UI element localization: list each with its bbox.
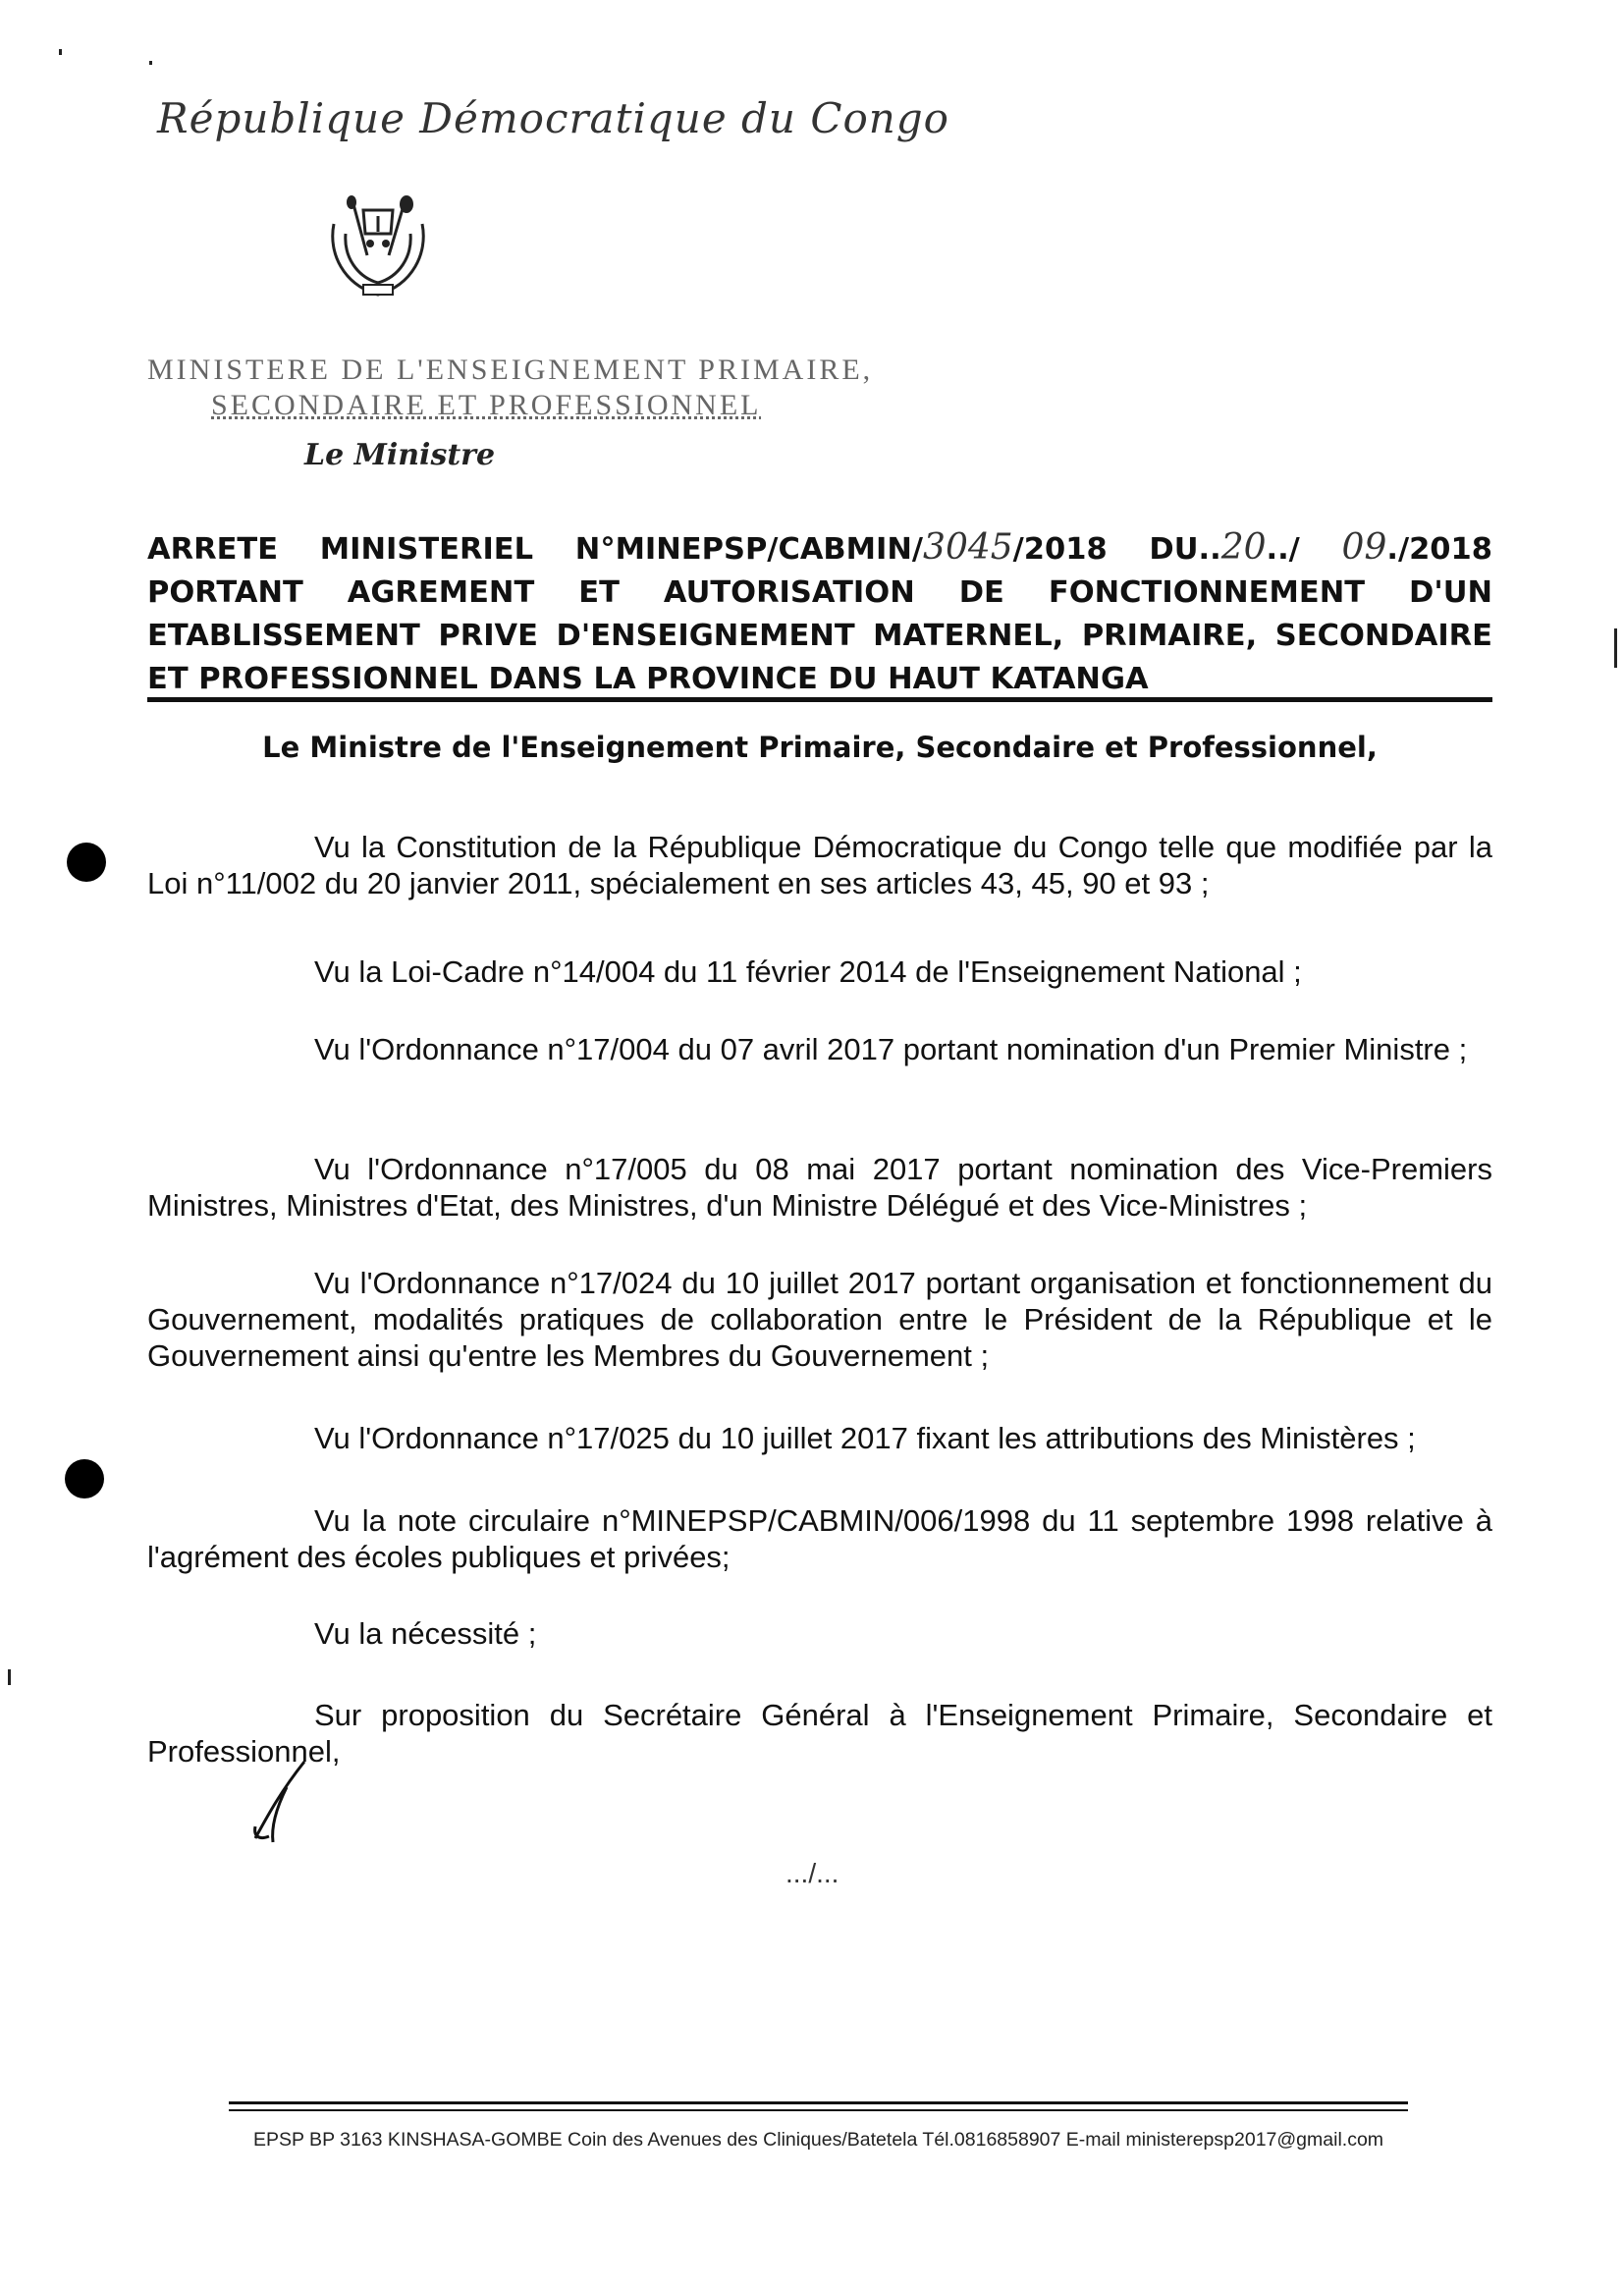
paragraph-proposition: Sur proposition du Secrétaire Général à l'Enseignement Primaire, Secondaire et Professionnel, <box>147 1698 1492 1769</box>
decree-subject: PORTANT AGREMENT ET AUTORISATION DE FONCTIONNEMENT D'UN ETABLISSEMENT PRIVE D'ENSEIGNEMENT MATERNEL, PRIMAIRE, SECONDAIRE ET PROFESSIONNEL DANS LA PROVINCE DU HAUT KATANGA <box>147 575 1492 696</box>
decree-month-handwritten: 09 <box>1341 527 1387 568</box>
handwritten-initials <box>247 1758 316 1846</box>
scan-speck <box>149 61 152 65</box>
decree-date-end: ./2018 <box>1386 532 1492 567</box>
punch-hole-top <box>67 843 106 882</box>
paragraph-ordonnance-17-025: Vu l'Ordonnance n°17/025 du 10 juillet 2017 fixant les attributions des Ministères ; <box>314 1421 1416 1455</box>
paragraph-loi-cadre: Vu la Loi-Cadre n°14/004 du 11 février 2014 de l'Enseignement National ; <box>314 954 1302 989</box>
decree-date-separator: ../ <box>1266 532 1342 567</box>
paragraph-necessite: Vu la nécessité ; <box>314 1616 537 1651</box>
decree-year: /2018 DU.. <box>1012 532 1221 567</box>
decree-number-handwritten: 3045 <box>923 527 1013 568</box>
paragraph-ordonnance-17-005: Vu l'Ordonnance n°17/005 du 08 mai 2017 portant nomination des Vice-Premiers Ministres, Ministres d'Etat, des Ministres, d'un Ministre Délégué et des Vice-Ministres ; <box>147 1152 1492 1223</box>
scan-speck <box>59 49 62 55</box>
paragraph-constitution: Vu la Constitution de la République Démocratique du Congo telle que modifiée par la Loi n°11/002 du 20 janvier 2011, spécialement en ses articles 43, 45, 90 et 93 ; <box>147 830 1492 900</box>
footer-rule <box>229 2101 1408 2104</box>
page-continuation: .../... <box>785 1858 839 1888</box>
decree-day-handwritten: 20 <box>1220 527 1267 568</box>
republic-heading: République Démocratique du Congo <box>157 94 949 142</box>
title-underline <box>147 697 1492 702</box>
ministry-name-line1: MINISTERE DE L'ENSEIGNEMENT PRIMAIRE, <box>147 354 874 386</box>
footer-rule-thin <box>229 2109 1408 2111</box>
minister-title: Le Ministre <box>304 438 496 472</box>
scan-edge-mark <box>1614 628 1617 668</box>
paragraph-note-circulaire: Vu la note circulaire n°MINEPSP/CABMIN/006/1998 du 11 septembre 1998 relative à l'agrément des écoles publiques et privées; <box>147 1503 1492 1574</box>
minister-intro: Le Ministre de l'Enseignement Primaire, Secondaire et Professionnel, <box>262 731 1378 764</box>
coat-of-arms-emblem <box>324 194 432 304</box>
paragraph-ordonnance-17-004: Vu l'Ordonnance n°17/004 du 07 avril 2017 portant nomination d'un Premier Ministre ; <box>314 1032 1468 1066</box>
footer-contact: EPSP BP 3163 KINSHASA-GOMBE Coin des Avenues des Cliniques/Batetela Tél.0816858907 E-mail ministerepsp2017@gmail.com <box>252 2129 1384 2151</box>
ministry-name-line2: SECONDAIRE ET PROFESSIONNEL <box>211 389 762 421</box>
paragraph-ordonnance-17-024: Vu l'Ordonnance n°17/024 du 10 juillet 2017 portant organisation et fonctionnement du Gouvernement, modalités pratiques de collaboration entre le Président de la République et le Gouvernement ainsi qu'entre les Membres du Gouvernement ; <box>147 1266 1492 1373</box>
decree-number-prefix: ARRETE MINISTERIEL N°MINEPSP/CABMIN/ <box>147 532 924 567</box>
punch-hole-bottom <box>65 1459 104 1498</box>
scan-edge-mark <box>8 1669 11 1685</box>
decree-title <box>147 526 1492 701</box>
